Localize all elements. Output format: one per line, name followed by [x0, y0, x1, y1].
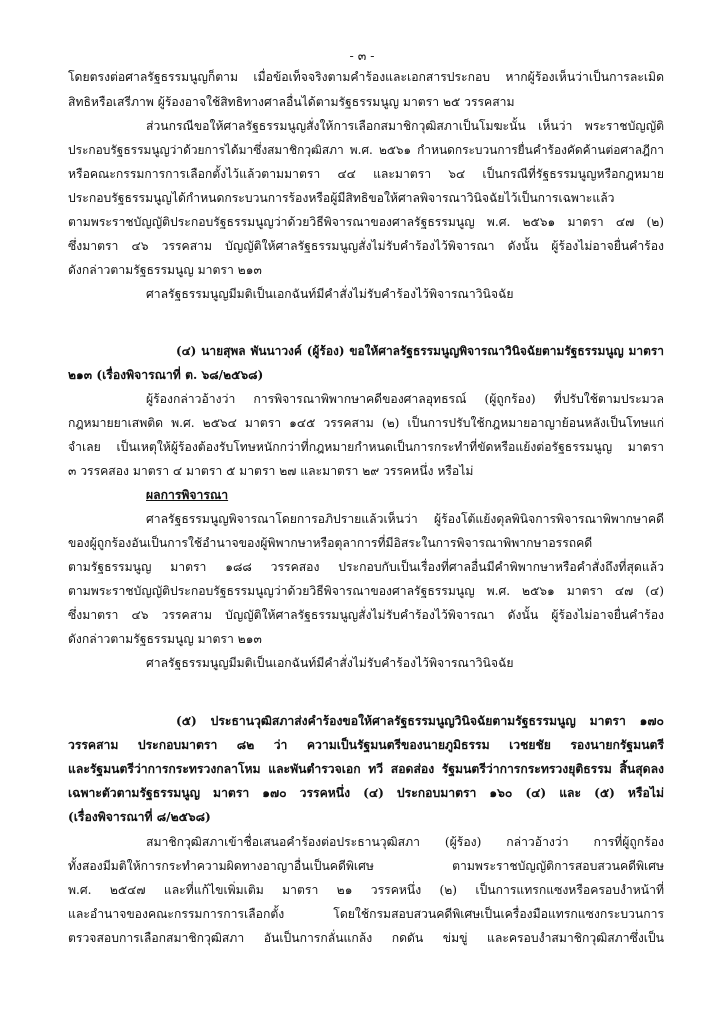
case-5-heading: (เรื่องพิจารณาที่ ๘/๒๕๖๘) [68, 810, 211, 824]
paragraph-line: สิทธิหรือเสรีภาพ ผู้ร้องอาจใช้สิทธิทางศาลอื่นได้ตามรัฐธรรมนูญ มาตรา ๒๕ วรรคสาม [68, 95, 515, 109]
case-4-heading: (๔) นายสุพล พันนาวงค์ (ผู้ร้อง) ขอให้ศาลรัฐธรรมนูญพิจารณาวินิจฉัยตามรัฐธรรมนูญ มาตรา [176, 344, 664, 358]
paragraph-line: ตามรัฐธรรมนูญ มาตรา ๑๘๘ วรรคสอง ประกอบกับเป็นเรื่องที่ศาลอื่นมีคำพิพากษาหรือคำสั่งถึงที่สุดแล้ว [68, 560, 664, 574]
paragraph-line: และอำนาจของคณะกรรมการการเลือกตั้ง โดยใช้กรมสอบสวนคดีพิเศษเป็นเครื่องมือแทรกแซงกระบวนการ [68, 907, 664, 921]
paragraph-line: จำเลย เป็นเหตุให้ผู้ร้องต้องรับโทษหนักกว่าที่กฎหมายกำหนดเป็นการกระทำที่ขัดหรือแย้งต่อรัฐธรรมนูญ มาตรา [68, 440, 664, 454]
paragraph-line: ตรวจสอบการเลือกสมาชิกวุฒิสภา อันเป็นการกลั่นแกล้ง กดดัน ข่มขู่ และครอบงำสมาชิกวุฒิสภาซึ่งเป็น [68, 931, 664, 945]
paragraph-line: กฎหมายยาเสพติด พ.ศ. ๒๕๖๔ มาตรา ๑๔๕ วรรคสาม (๒) เป็นการปรับใช้กฎหมายอาญาย้อนหลังเป็นโทษแก่ [68, 416, 664, 430]
paragraph-line: พ.ศ. ๒๕๔๗ และที่แก้ไขเพิ่มเติม มาตรา ๒๑ วรรคหนึ่ง (๒) เป็นการแทรกแซงหรือครอบงำหน้าที่ [68, 883, 664, 897]
paragraph-line: ผู้ร้องกล่าวอ้างว่า การพิจารณาพิพากษาคดีของศาลอุทธรณ์ (ผู้ถูกร้อง) ที่ปรับใช้ตามประมวล [146, 392, 664, 406]
paragraph-line: ของผู้ถูกร้องอันเป็นการใช้อำนาจของผู้พิพากษาหรือตุลาการที่มีอิสระในการพิจารณาพิพากษาอรรถคดี [68, 536, 593, 550]
case-5-heading: (๕) ประธานวุฒิสภาส่งคำร้องขอให้ศาลรัฐธรรมนูญวินิจฉัยตามรัฐธรรมนูญ มาตรา ๑๗๐ [176, 714, 664, 728]
paragraph-line: โดยตรงต่อศาลรัฐธรรมนูญก็ตาม เมื่อข้อเท็จจริงตามคำร้องและเอกสารประกอบ หากผู้ร้องเห็นว่าเป็นการละเมิด [68, 70, 664, 84]
paragraph-line: หรือคณะกรรมการการเลือกตั้งไว้แล้วตามมาตรา ๔๔ และมาตรา ๖๔ เป็นกรณีที่รัฐธรรมนูญหรือกฎหมาย [68, 167, 664, 181]
paragraph-line: ประกอบรัฐธรรมนูญว่าด้วยการได้มาซึ่งสมาชิกวุฒิสภา พ.ศ. ๒๕๖๑ กำหนดกระบวนการยื่นคำร้องคัดค้านต่อศาลฎีกา [68, 143, 664, 157]
paragraph-line: ซึ่งมาตรา ๔๖ วรรคสาม บัญญัติให้ศาลรัฐธรรมนูญสั่งไม่รับคำร้องไว้พิจารณา ดังนั้น ผู้ร้องไม่อาจยื่นคำร้อง [68, 608, 664, 622]
paragraph-line: ตามพระราชบัญญัติประกอบรัฐธรรมนูญว่าด้วยวิธีพิจารณาของศาลรัฐธรรมนูญ พ.ศ. ๒๕๖๑ มาตรา ๔๗ (๒) [68, 215, 664, 229]
case-5-heading: วรรคสาม ประกอบมาตรา ๘๒ ว่า ความเป็นรัฐมนตรีของนายภูมิธรรม เวชยชัย รองนายกรัฐมนตรี [68, 738, 664, 752]
case-4-heading: ๒๑๓ (เรื่องพิจารณาที่ ต. ๖๘/๒๕๖๘) [68, 368, 264, 382]
paragraph-line: ศาลรัฐธรรมนูญพิจารณาโดยการอภิปรายแล้วเห็นว่า ผู้ร้องโต้แย้งดุลพินิจการพิจารณาพิพากษาคดี [146, 512, 664, 526]
paragraph-line: ตามพระราชบัญญัติประกอบรัฐธรรมนูญว่าด้วยวิธีพิจารณาของศาลรัฐธรรมนูญ พ.ศ. ๒๕๖๑ มาตรา ๔๗ (๔) [68, 584, 664, 598]
case-5-heading: เฉพาะตัวตามรัฐธรรมนูญ มาตรา ๑๗๐ วรรคหนึ่ง (๔) ประกอบมาตรา ๑๖๐ (๔) และ (๕) หรือไม่ [68, 786, 664, 800]
case-5-heading: และรัฐมนตรีว่าการกระทรวงกลาโหม และพันตำรวจเอก ทวี สอดส่อง รัฐมนตรีว่าการกระทรวงยุติธรรม สิ้นสุดลง [68, 762, 664, 776]
paragraph-line: ดังกล่าวตามรัฐธรรมนูญ มาตรา ๒๑๓ [68, 263, 262, 277]
paragraph-line: ดังกล่าวตามรัฐธรรมนูญ มาตรา ๒๑๓ [68, 632, 262, 646]
paragraph-line: ทั้งสองมีมติให้การกระทำความผิดทางอาญาอื่นเป็นคดีพิเศษ ตามพระราชบัญญัติการสอบสวนคดีพิเศษ [68, 859, 664, 873]
page-number: - ๓ - [349, 48, 375, 63]
paragraph-line: ซึ่งมาตรา ๔๖ วรรคสาม บัญญัติให้ศาลรัฐธรรมนูญสั่งไม่รับคำร้องไว้พิจารณา ดังนั้น ผู้ร้องไม่อาจยื่นคำร้อง [68, 239, 664, 253]
result-heading: ผลการพิจารณา [146, 488, 229, 502]
paragraph-line: ๓ วรรคสอง มาตรา ๔ มาตรา ๕ มาตรา ๒๗ และมาตรา ๒๙ วรรคหนึ่ง หรือไม่ [68, 464, 474, 478]
paragraph-line: ศาลรัฐธรรมนูญมีมติเป็นเอกฉันท์มีคำสั่งไม่รับคำร้องไว้พิจารณาวินิจฉัย [146, 287, 514, 301]
paragraph-line: ประกอบรัฐธรรมนูญได้กำหนดกระบวนการร้องหรือผู้มีสิทธิขอให้ศาลพิจารณาวินิจฉัยไว้เป็นการเฉพาะแล้ว [68, 191, 615, 205]
paragraph-line: ศาลรัฐธรรมนูญมีมติเป็นเอกฉันท์มีคำสั่งไม่รับคำร้องไว้พิจารณาวินิจฉัย [146, 656, 514, 670]
paragraph-line: ส่วนกรณีขอให้ศาลรัฐธรรมนูญสั่งให้การเลือกสมาชิกวุฒิสภาเป็นโมฆะนั้น เห็นว่า พระราชบัญญัติ [146, 119, 664, 133]
paragraph-line: สมาชิกวุฒิสภาเข้าชื่อเสนอคำร้องต่อประธานวุฒิสภา (ผู้ร้อง) กล่าวอ้างว่า การที่ผู้ถูกร้อง [146, 835, 664, 849]
